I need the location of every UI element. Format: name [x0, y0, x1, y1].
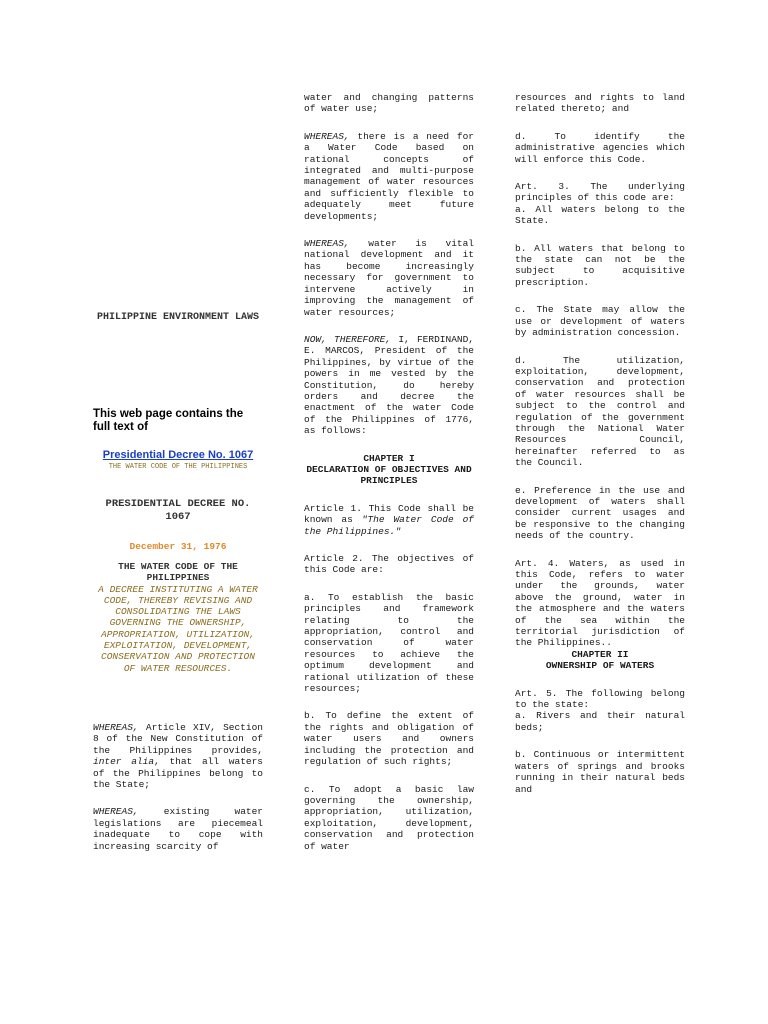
article-3 — [515, 181, 685, 227]
code-title: THE WATER CODE OF THE PHILIPPINES — [118, 560, 238, 583]
principle-a: a. All waters belong to the State. — [515, 203, 685, 227]
whereas-text: existing water legislations are piecemeal inadequate to cope with increasing scarcity of — [93, 806, 263, 852]
decree-link[interactable]: Presidential Decree No. 1067 — [102, 449, 254, 461]
objective-b: b. To define the extent of the rights and obligation of water users and owners including the protection and regulation of such rights; — [304, 710, 474, 768]
article-5 — [515, 688, 685, 734]
now-therefore-paragraph — [304, 334, 474, 437]
article-5-b: b. Continuous or intermittent waters of springs and brooks running in their natural beds and — [515, 749, 685, 795]
chapter-1-heading — [304, 453, 474, 487]
decree-date: December 31, 1976 — [129, 540, 227, 552]
chapter-2-heading — [515, 649, 685, 672]
decree-description: A DECREE INSTITUTING A WATER CODE, THEREBY REVISING AND CONSOLIDATING THE LAWS GOVERNING THE OWNERSHIP, APPROPRIATION, UTILIZATION, EXPLOITATION, DEVELOPMENT, CONSERVATION AND PROTECTION OF WATER RESOURCES. — [98, 583, 258, 674]
whereas-text: water is vital national development and it has become increasingly necessary for government to intervene actively in improving the management of water resources; — [304, 238, 474, 318]
inter-alia: inter alia — [93, 756, 155, 768]
now-therefore-lead: NOW, THEREFORE, — [304, 333, 392, 345]
whereas-lead: WHEREAS, — [93, 806, 139, 818]
intro-text: This web page contains the full text of — [93, 408, 244, 433]
column-left — [93, 312, 263, 868]
whereas-paragraph-2 — [93, 806, 263, 852]
decree-link-subtitle: THE WATER CODE OF THE PHILIPPINES — [108, 462, 248, 471]
whereas-paragraph-4 — [304, 238, 474, 318]
whereas-text: there is a need for a Water Code based on rational concepts of integrated and multi-purpose management of water resources and sufficiently flexible to adequately meet future developments; — [304, 130, 474, 222]
column-middle — [304, 92, 474, 868]
article-1-text: Article 1. This Code shall be known as — [304, 502, 474, 526]
chapter-2-number: CHAPTER II — [571, 648, 629, 660]
whereas-lead: WHEREAS, — [304, 238, 350, 250]
principle-c: c. The State may allow the use or development of waters by administration concession. — [515, 304, 685, 339]
paragraph-continued: resources and rights to land related thereto; and — [515, 92, 685, 115]
paragraph-continued: water and changing patterns of water use; — [304, 92, 474, 115]
principle-d: d. The utilization, exploitation, development, conservation and protection of water resources shall be subject to the control and regulation of the government through the National Water Resources Council, hereinafter referred to as the Council. — [515, 354, 685, 469]
whereas-text: Article XIV, Section 8 of the New Constitution of the Philippines provides, — [93, 721, 263, 756]
whereas-lead: WHEREAS, — [304, 130, 350, 142]
decree-title: PRESIDENTIAL DECREE NO. 1067 — [105, 497, 251, 523]
page-heading: PHILIPPINE ENVIRONMENT LAWS — [96, 312, 260, 323]
chapter-1-title: DECLARATION OF OBJECTIVES AND PRINCIPLES — [306, 463, 472, 487]
chapter-2-title: OWNERSHIP OF WATERS — [545, 660, 655, 672]
article-1-quote: "The Water Code of the Philippines." — [304, 514, 474, 537]
now-therefore-text: I, FERDINAND, E. MARCOS, President of the Philippines, by virtue of the powers in me vested by the Constitution, do hereby orders and decree the enactment of the water Code of the Philippines of 1776, as follows: — [304, 333, 474, 437]
chapter-1-number: CHAPTER I — [363, 452, 415, 464]
article-2: Article 2. The objectives of this Code are: — [304, 553, 474, 576]
article-4: Art. 4. Waters, as used in this Code, refers to water under the grounds, water above the ground, water in the atmosphere and the waters of the sea within the territorial jurisdiction of the Philippines.. — [515, 557, 685, 649]
article-1 — [304, 503, 474, 537]
article-5-a: a. Rivers and their natural beds; — [515, 710, 685, 733]
objective-a: a. To establish the basic principles and framework relating to the appropriation, control and conservation of water resources to achieve the optimum development and rational utilization of these resources; — [304, 591, 474, 695]
principle-e: e. Preference in the use and development of waters shall consider current usages and be responsive to the changing needs of the country. — [515, 484, 685, 542]
objective-c: c. To adopt a basic law governing the ownership, appropriation, utilization, exploitation, development, conservation and protection of water — [304, 783, 474, 852]
whereas-tail: , that all waters of the Philippines belong to the State; — [93, 756, 263, 790]
whereas-paragraph-3 — [304, 131, 474, 222]
article-5-text: Art. 5. The following belong to the state: — [515, 687, 685, 711]
column-right — [515, 92, 685, 811]
objective-d: d. To identify the administrative agencies which will enforce this Code. — [515, 130, 685, 165]
article-3-text: Art. 3. The underlying principles of this code are: — [515, 181, 685, 204]
whereas-paragraph-1 — [93, 722, 263, 790]
principle-b: b. All waters that belong to the state can not be the subject to acquisitive prescription. — [515, 242, 685, 288]
whereas-lead: WHEREAS, — [93, 721, 139, 733]
